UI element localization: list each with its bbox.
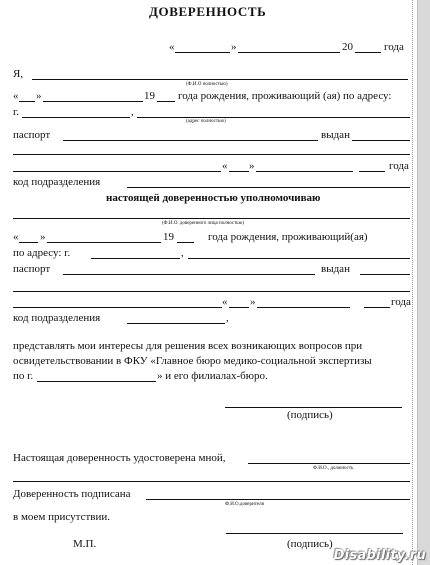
date-century: 20 — [342, 41, 353, 53]
agent-birth-text: года рождения, проживающий(ая) — [208, 231, 368, 243]
principal-birth-century: 19 — [144, 90, 155, 102]
agent-code-field[interactable] — [127, 323, 225, 324]
agent-passport-field[interactable] — [63, 274, 315, 275]
agent-birth-quote-open: « — [13, 231, 19, 243]
principal-birth-quote-close: » — [36, 90, 42, 102]
principal-birth-month-field[interactable] — [43, 101, 143, 102]
principal-ya: Я, — [13, 68, 24, 80]
agent-passport-label: паспорт — [13, 263, 51, 275]
authorize-heading: настоящей доверенностью уполномочиваю — [106, 192, 321, 204]
agent-issued-field[interactable] — [360, 274, 410, 275]
principal-fio-field[interactable] — [32, 79, 408, 80]
principal-issue-year-field[interactable] — [359, 171, 385, 172]
agent-address-comma: , — [181, 247, 184, 259]
watermark-logo: Disability.ru — [333, 548, 426, 563]
principal-city-comma: , — [131, 106, 134, 118]
principal-issue-year-word: года — [389, 160, 409, 172]
principal-code-field[interactable] — [127, 187, 410, 188]
principal-issue-day-field[interactable] — [229, 171, 249, 172]
purpose-city-field[interactable] — [37, 381, 156, 382]
agent-birth-month-field[interactable] — [47, 242, 161, 243]
agent-issue-quote-close: » — [250, 296, 256, 308]
agent-address-field[interactable] — [188, 258, 410, 259]
agent-birth-day-field[interactable] — [19, 242, 38, 243]
agent-issue-year-field[interactable] — [364, 307, 390, 308]
agent-issue-quote-open: « — [222, 296, 228, 308]
purpose-line-3-suffix: » и его филиалах-бюро. — [157, 370, 268, 382]
principal-address-hint: (адрес полностью) — [186, 119, 226, 124]
principal-city-field[interactable] — [22, 117, 130, 118]
agent-fio-hint: (Ф.И.О. доверенного лица полностью) — [162, 221, 244, 226]
agent-birth-quote-close: » — [40, 231, 46, 243]
principal-issued-by-field[interactable] — [13, 154, 410, 155]
agent-issue-day-field[interactable] — [229, 307, 249, 308]
margin-guide — [412, 0, 413, 565]
document-title: ДОВЕРЕННОСТЬ — [149, 4, 267, 19]
agent-address-label: по адресу: г. — [13, 247, 71, 259]
principal-issue-quote-close: » — [249, 160, 255, 172]
agent-issued-by-field[interactable] — [13, 291, 410, 292]
principal-issued-label: выдан — [321, 129, 350, 141]
signer-field[interactable] — [146, 499, 410, 500]
agent-fio-field[interactable] — [13, 218, 410, 219]
stamp-label: М.П. — [73, 538, 97, 550]
certifier-field[interactable] — [248, 463, 410, 464]
principal-fio-hint: (Ф.И.О полностью) — [186, 82, 228, 87]
principal-address-field[interactable] — [137, 117, 410, 118]
certifier-signature-label: (подпись) — [287, 538, 333, 550]
certified-text: Настоящая доверенность удостоверена мной, — [13, 452, 226, 464]
presence-text: в моем присутствии. — [13, 511, 110, 523]
principal-birth-quote-open: « — [13, 90, 19, 102]
date-year-word: года — [384, 41, 404, 53]
certifier-signature-field[interactable] — [226, 533, 403, 534]
principal-birth-year-field[interactable] — [157, 101, 175, 102]
certifier-field-2[interactable] — [13, 481, 410, 482]
principal-issued-by-field-2[interactable] — [13, 171, 221, 172]
agent-birth-year-field[interactable] — [177, 242, 194, 243]
principal-passport-field[interactable] — [63, 140, 318, 141]
date-quote-close: » — [231, 41, 237, 53]
agent-issued-label: выдан — [321, 263, 350, 275]
purpose-line-2: освидетельствовании в ФКУ «Главное бюро медико-социальной экспертизы — [13, 355, 372, 367]
principal-passport-label: паспорт — [13, 129, 51, 141]
principal-birth-text: года рождения, проживающий (ая) по адресу: — [178, 90, 392, 102]
agent-birth-century: 19 — [163, 231, 174, 243]
agent-issue-year-word: года — [391, 296, 411, 308]
certifier-hint: Ф.И.О., должность — [313, 466, 354, 471]
agent-city-field[interactable] — [91, 258, 180, 259]
purpose-line-1: представлять мои интересы для решения всех возникающих вопросов при — [13, 340, 363, 352]
date-year-field[interactable] — [355, 52, 381, 53]
principal-issue-quote-open: « — [222, 160, 228, 172]
principal-city-label: г. — [13, 106, 20, 118]
agent-code-label: код подразделения — [13, 312, 101, 324]
agent-code-comma: , — [226, 312, 229, 324]
date-quote-open: « — [169, 41, 175, 53]
principal-birth-day-field[interactable] — [19, 101, 35, 102]
principal-signature-field[interactable] — [225, 407, 402, 408]
principal-signature-label: (подпись) — [287, 409, 333, 421]
date-month-field[interactable] — [238, 52, 340, 53]
agent-issue-month-field[interactable] — [257, 307, 350, 308]
agent-issued-by-field-2[interactable] — [13, 307, 222, 308]
signed-text: Доверенность подписана — [13, 488, 131, 500]
signer-hint: Ф.И.О.доверителя — [225, 502, 264, 507]
principal-issued-field[interactable] — [352, 140, 410, 141]
purpose-line-3-prefix: по г. — [13, 370, 34, 382]
principal-code-label: код подразделения — [13, 176, 101, 188]
principal-issue-month-field[interactable] — [256, 171, 353, 172]
date-day-field[interactable] — [175, 52, 230, 53]
